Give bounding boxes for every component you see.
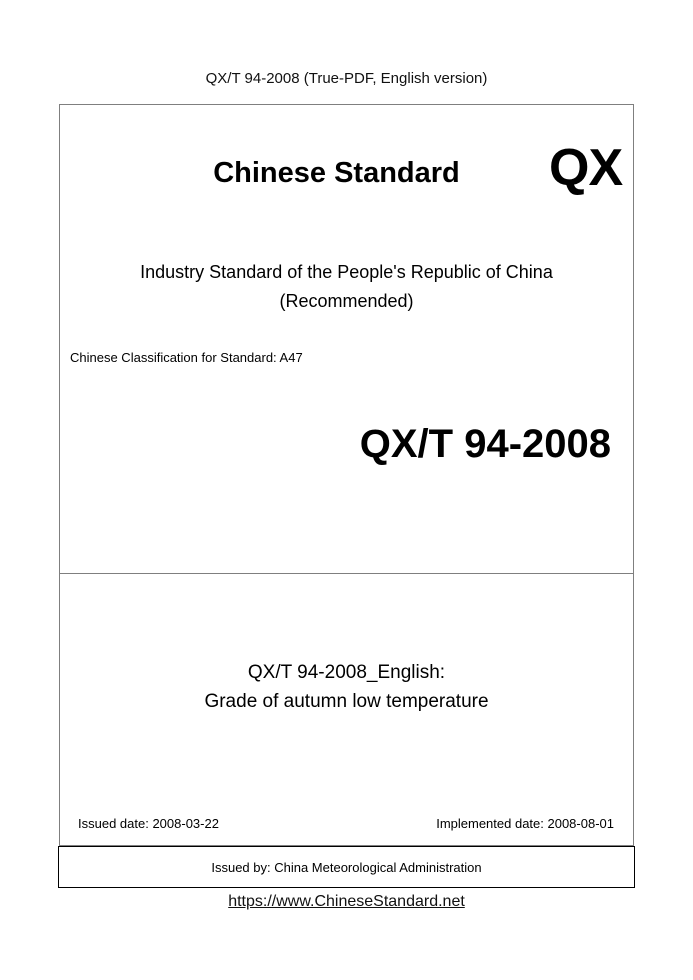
classification-code: Chinese Classification for Standard: A47 [70, 350, 303, 365]
industry-line-1: Industry Standard of the People's Republic of China [140, 262, 553, 282]
standard-name [60, 658, 633, 716]
industry-line-2: (Recommended) [279, 291, 414, 311]
qx-industry-mark: QX [549, 139, 623, 197]
document-header-title: QX/T 94-2008 (True-PDF, English version) [205, 70, 488, 87]
issued-by-text: Issued by: China Meteorological Administration [211, 859, 482, 875]
standard-name-line-1: QX/T 94-2008_English: [247, 662, 446, 683]
standard-code: QX/T 94-2008 [359, 422, 611, 466]
industry-standard-caption [60, 258, 633, 316]
implemented-date: Implemented date: 2008-08-01 [436, 816, 614, 831]
chinese-standard-heading: Chinese Standard [213, 157, 460, 189]
issuer-box [58, 846, 635, 888]
issued-date: Issued date: 2008-03-22 [78, 816, 219, 831]
website-link[interactable]: https://www.ChineseStandard.net [228, 893, 465, 910]
standard-name-line-2: Grade of autumn low temperature [204, 691, 489, 712]
